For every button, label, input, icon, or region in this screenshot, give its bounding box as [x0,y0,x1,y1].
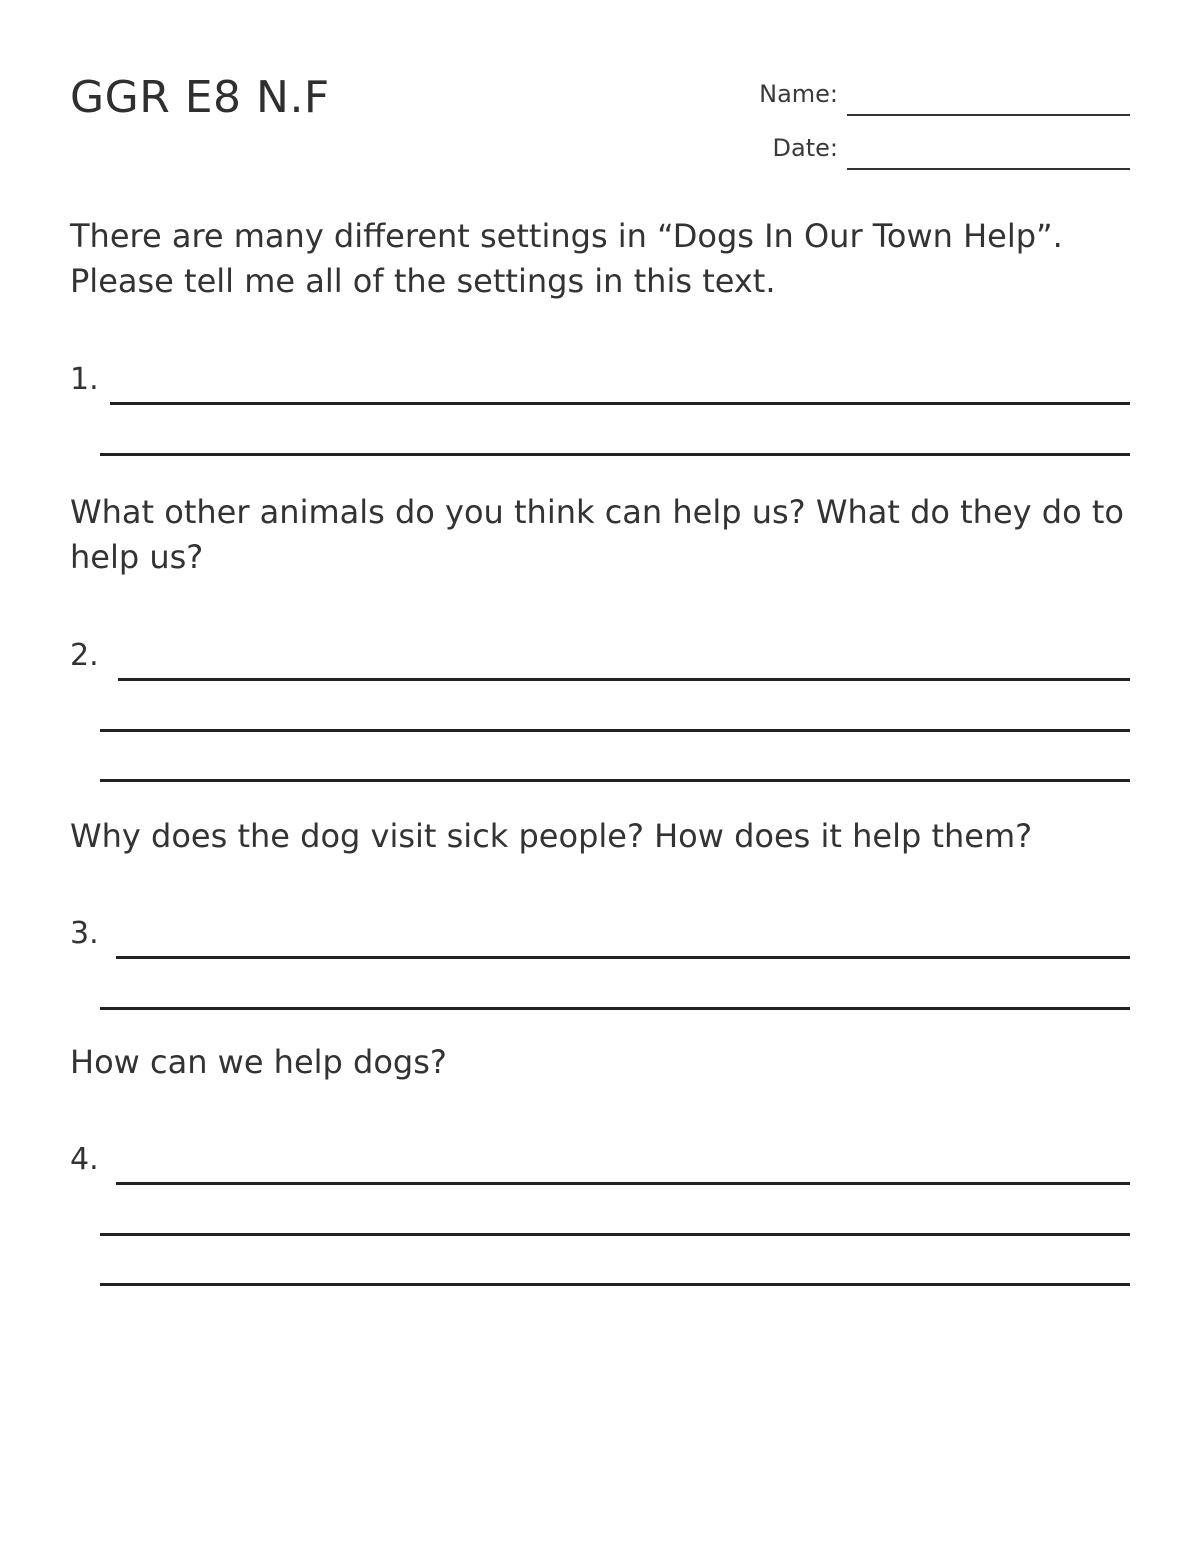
page-title: GGR E8 N.F [70,72,330,123]
answer-line-4b[interactable] [100,1233,1130,1236]
name-field[interactable] [847,114,1130,116]
answer-line-4c[interactable] [100,1283,1130,1286]
answer-line-4a[interactable] [116,1182,1130,1185]
answer-line-3a[interactable] [116,956,1130,959]
name-label: Name: [759,80,838,108]
answer-line-1a[interactable] [110,402,1130,405]
answer-line-2c[interactable] [100,779,1130,782]
question-1-prompt: There are many different settings in “Dogs In Our Town Help”. Please tell me all of the settings in this text. [70,217,1063,300]
date-label: Date: [772,134,838,162]
question-2-number: 2. [70,638,99,673]
answer-line-1b[interactable] [100,453,1130,456]
question-4-number: 4. [70,1142,99,1177]
question-3-prompt: Why does the dog visit sick people? How does it help them? [70,817,1033,855]
answer-line-2b[interactable] [100,729,1130,732]
question-4-prompt: How can we help dogs? [70,1043,447,1081]
date-field[interactable] [847,168,1130,170]
question-3-number: 3. [70,916,99,951]
question-2-prompt: What other animals do you think can help us? What do they do to help us? [70,493,1124,576]
question-1-number: 1. [70,362,99,397]
answer-line-3b[interactable] [100,1007,1130,1010]
answer-line-2a[interactable] [118,678,1130,681]
